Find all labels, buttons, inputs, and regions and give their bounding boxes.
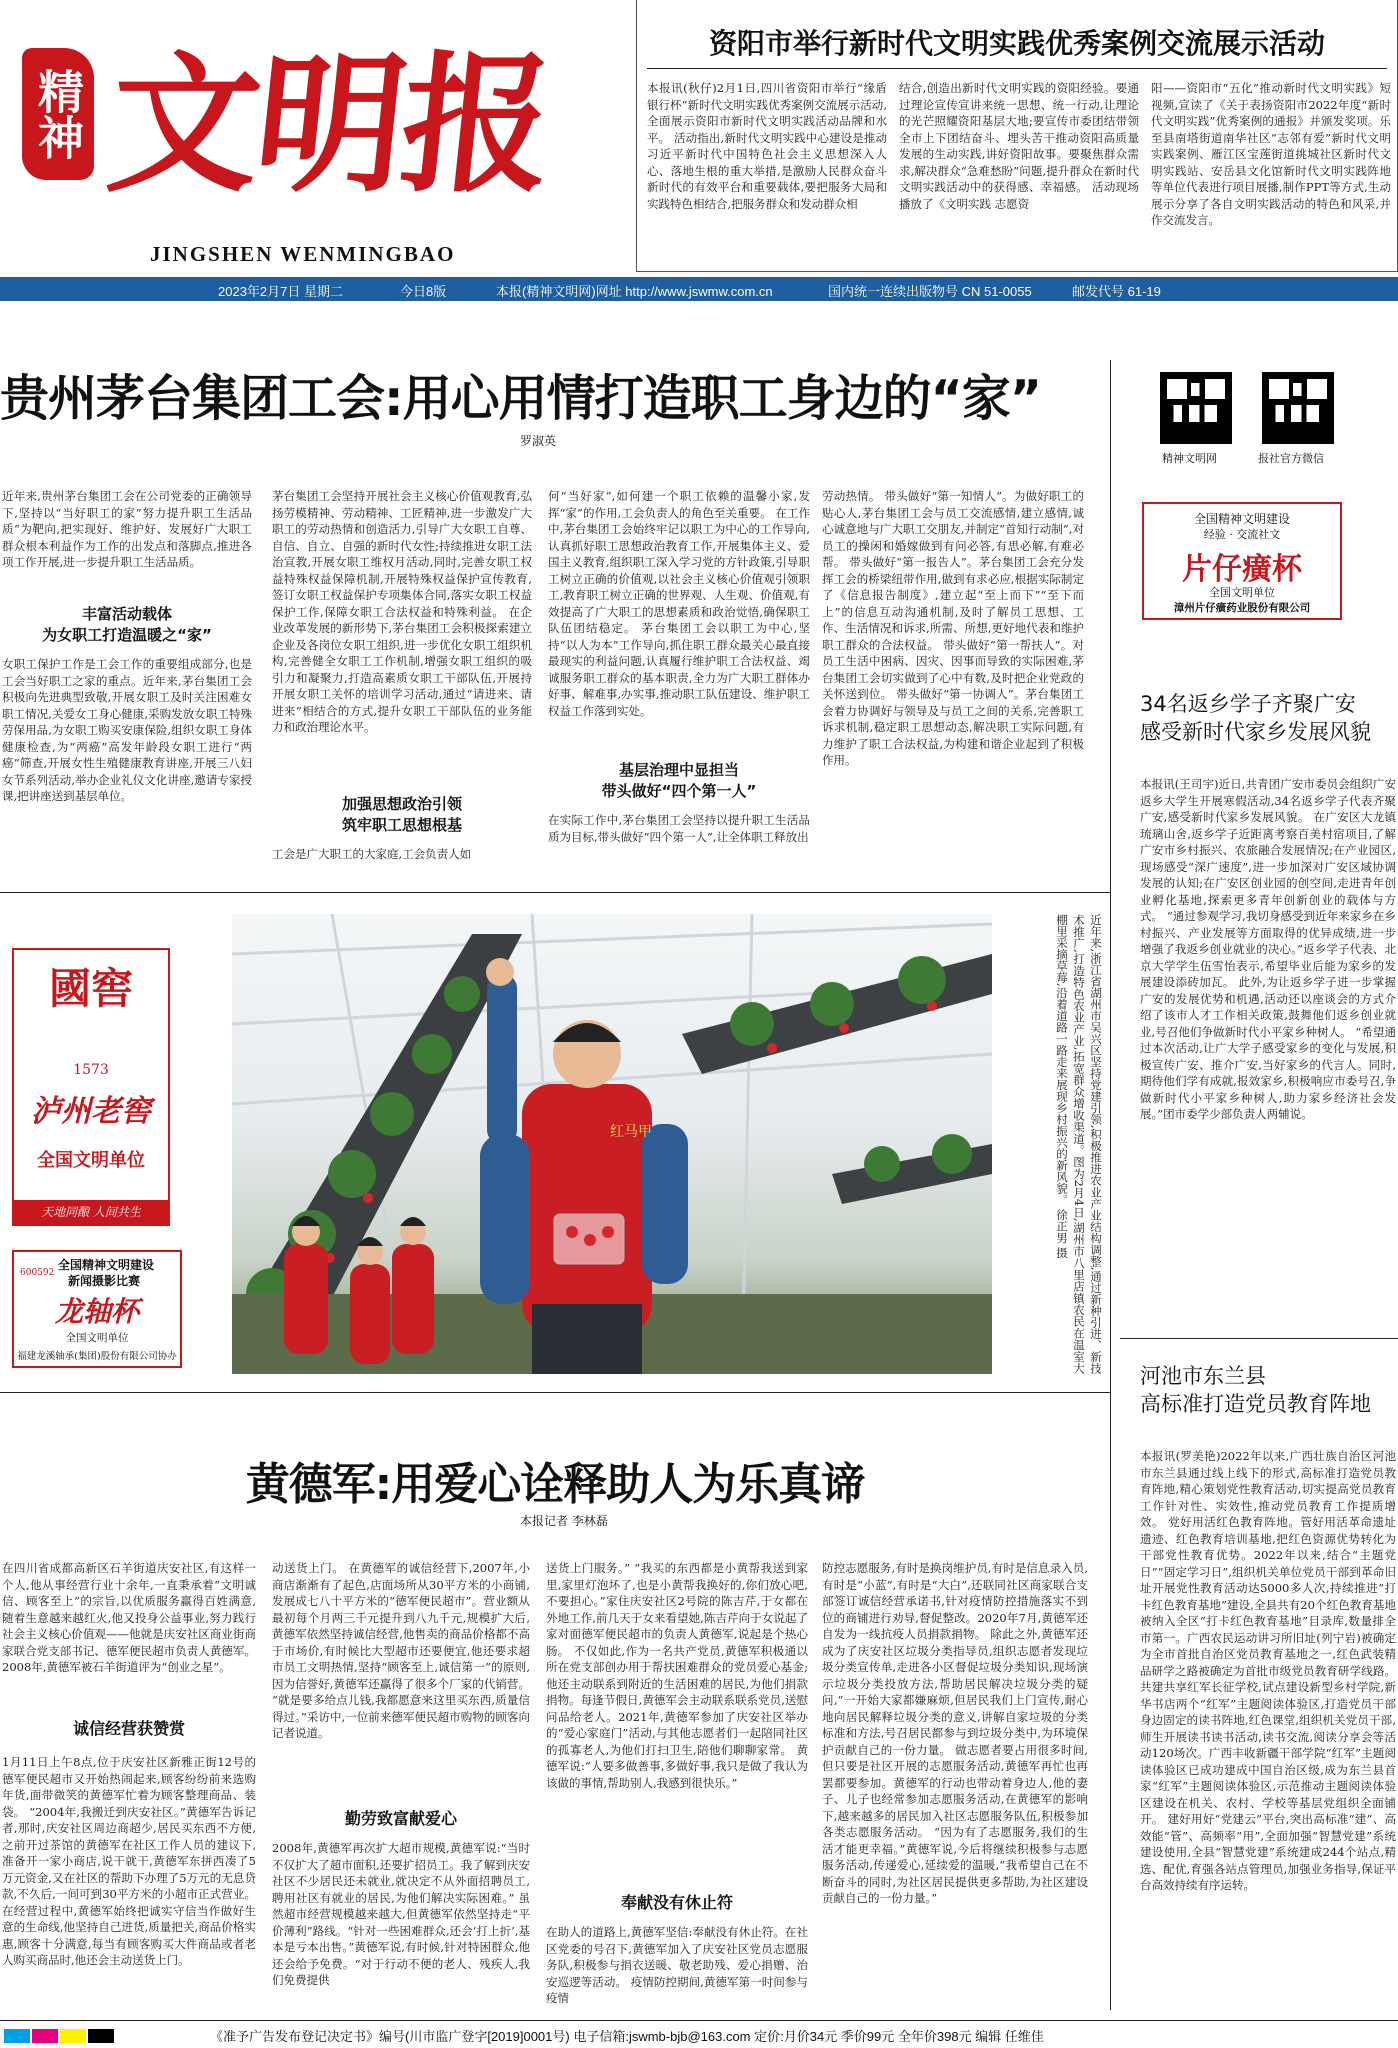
qr-code-website[interactable] [1160, 372, 1232, 444]
ad-guojiao-brand1: 國窖 [48, 964, 133, 1013]
right-story1-body: 本报讯(王司宇)近日,共青团广安市委员会组织广安返乡大学生开展寒假活动,34名返乡学子代表齐聚广安,感受新时代家乡发展风貌。 在广安区大龙镇琉璃山舍,返乡学子近距离考察百美村宿项目,了解广安市乡村振兴、农旅融合发展情况;在产业园区,现场感受“深广速度”,进一步加深对广安区域协调发展的认知;在广安区创业园的创空间,走进青年创业孵化基地,探索更多青年创新创业的载体与方式。 “通过参观学习,我切身感受到近年来家乡在乡村振兴、产业发展等方面取得的优异成绩,进一步增强了我返乡创业就业的决心。”返乡学子代表、北京大学学生伍雪怡表示,希望毕业后能为家乡的发展建设添砖加瓦。 此外,为让返乡学子进一步掌握广安的发展优势和机遇,活动还以座谈会的方式介绍了该市人才工作相关政策,鼓舞他们返乡创业就业,号召他们争做新时代小平家乡种树人。 “希望通过本次活动,让广大学子感受家乡的变化与发展,积极宣传广安、推介广安,当好家乡的代言人。同时,期待他们学有成就,报效家乡,积极响应市委号召,争做新时代小平家乡种树人,助力家乡经济社会发展。”团市委学少部负责人两辅说。 [1140, 777, 1396, 1121]
bottom-sub1: 诚信经营获赞赏 [72, 1719, 185, 1738]
ad-lz-code: 600592 [20, 1268, 55, 1278]
main-byline: 罗淑英 [520, 434, 557, 448]
ad-pzh-brand: 片仔癀杯 [1182, 552, 1302, 587]
main-col1b: 女职工保护工作是工会工作的重要组成部分,也是工会当好职工之家的重点。近年来,茅台集团工会积极向先进典型致敬,开展女职工及时关注困难女职工情况,关爱女工身心健康,采购发放女职工特殊劳保用品,为女职工购买安康保险,组织女职工身体健康检查,为“两癌”高发年龄段女职工进行“两癌”筛查,开展女性生殖健康教育讲座,开展三八妇女节系列活动,举办企业礼仪文化讲座,邀请专家授课,把讲座送到基层单位。 [2, 657, 252, 803]
ad-guojiao-brand2: 泸州老窖 [31, 1094, 151, 1129]
ad-pzh-company: 漳州片仔癀药业股份有限公司 [1173, 602, 1311, 614]
top-story-col3: 阳——资阳市“五化”推动新时代文明实践》短视频,宣读了《关于表扬资阳市2022年度“新时代文明实践”优秀案例的通报》并颁发奖项。乐至县南塔街道南华社区“志邻有爱”新时代文明实践案例、雁江区宝莲街道挑城社区新时代文明实践站、安岳县文化馆新时代文明实践阵地等单位代表进行项目展播,制作PPT等方式,生动展示分享了各自文明实践活动的特色和风采,并作交流发言。 [1151, 81, 1391, 227]
ad-pzh-unit: 全国文明单位 [1209, 586, 1275, 599]
news-photo [232, 914, 992, 1374]
bottom-byline: 本报记者 李林磊 [520, 1514, 608, 1528]
footer-bar [0, 2020, 1398, 2048]
band-website[interactable]: 本报(精神文明网)网址 http://www.jswmw.com.cn [496, 284, 773, 299]
main-headline: 贵州茅台集团工会:用心用情打造职工身边的“家” [0, 370, 1042, 427]
bottom-col3: 送货上门服务。” “我买的东西都是小黄帮我送到家里,家里灯泡坏了,也是小黄帮我换好的,你们放心吧,不要担心。”家住庆安社区2号院的陈吉芹,于女都在外地工作,前几天于女来看望她,陈吉芹向于女说起了家对面德军便民超市的负责人黄德军,说起是个热心肠。 不仅如此,作为一名共产党员,黄德军积极通以所在党支部创办用于帮扶困难群众的党员爱心基金;他还主动联系到附近的生活困难的居民,为他们捐款捐物。每逢节假日,黄德军会主动联系联系党员,送慰问品给老人。2021年,黄德军参加了庆安社区举办的“爱心家庭门”活动,与其他志愿者们一起陪同社区的孤寡老人,为他们打扫卫生,陪他们聊聊家常。 黄德军说:“人要多做善事,多做好事,我只是做了我认为该做的事情,帮助别人,我感到很快乐。” [546, 1561, 808, 1790]
bottom-sub3: 奉献没有休止符 [620, 1893, 733, 1912]
photo-caption: 近年来,浙江省湖州市吴兴区坚持党建引领,积极推进农业产业结构调整,通过新种引进、新技术推广,打造特色农业产业,拓宽群众增收渠道。图为2月4日,湖州市八里店镇农民在温室大棚里采摘草莓,沿着道路一路走来展现乡村振兴的新风貌。 徐正男 摄 [1055, 914, 1103, 1374]
main-col3: 何“当好家”,如何建一个职工依赖的温馨小家,发挥“家”的作用,工会负责人的角色至关重要。 在工作中,茅台集团工会始终牢记以职工为中心的工作导向,认真抓好职工思想政治教育工作,开展集体主义、爱国主义教育,组织职工深入学习党的方针政策,引导职工树立正确的价值观,以社会主义核心价值观引领职工,教育职工树立正确的世界观、人生观、价值观,有效提高了广大职工的思想素质和政治觉悟,确保职工队伍团结稳定。 茅台集团工会以职工为中心,坚持“以人为本”工作导向,抓住职工群众最关心最直接最现实的利益问题,认真履行维护职工合法权益、竭诚服务职工群众的基本职责,全力为广大职工群体办好事、解难事,办实事,推动职工队伍建设、维护职工权益工作落到实处。 [548, 489, 810, 718]
top-story-box [636, 0, 1398, 272]
ad-guojiao-year: 1573 [73, 1062, 109, 1078]
bottom-sub2: 勤劳致富献爱心 [344, 1809, 457, 1828]
bottom-col1b: 1月11日上午8点,位于庆安社区新雅正街12号的德军便民超市又开始热闹起来,顾客纷纷前来选购年货,面带微笑的黄德军忙着为顾客整理商品、装袋。 “2004年,我搬迁到庆安社区。”黄德军告诉记者,那时,庆安社区周边商超少,居民买东西不方便,之前开过茶馆的黄德军在社区工作人员的建议下,准备开一家小商店,说干就干,黄德军东拼西凑了5万元资金,又在社区的帮助下办理了5万元的无息贷款,不久后,一间可到30平方米的小超市正式营业。 在经营过程中,黄德军始终把诚实守信当作做好生意的生命线,他坚持自己进货,质量把关,商品价格实惠,顾客十分满意,每当有顾客购买大件商品或者老人购买商品时,他还会主动送货上门。 [2, 1755, 256, 1967]
qr-label-website: 精神文明网 [1162, 452, 1217, 465]
vest-label: 红马甲 [610, 1124, 652, 1140]
qr-code-wechat[interactable] [1262, 372, 1334, 444]
ad-longzhou [12, 1250, 182, 1368]
main-col2b: 工会是广大职工的大家庭,工会负责人如 [272, 847, 472, 861]
ad-lz-company: 福建龙溪轴承(集团)股份有限公司协办 [17, 1351, 177, 1362]
band-date: 2023年2月7日 星期二 [218, 284, 343, 299]
ad-lz-line1: 全国精神文明建设 [58, 1258, 155, 1272]
bottom-col2: 动送货上门。 在黄德军的诚信经营下,2007年,小商店渐渐有了起色,店面场所从30平方米的小商铺,发展成七八十平方米的“德军便民超市”。营业额从最初每个月两三千元提升到八九千元,规模扩大后,黄德军依然坚持诚信经营,他售卖的商品价格都不高于市场价,有时候比大型超市还要便宜,他还要求超市员工文明热情,坚持“顾客至上,诚信第一”的原则,因为信誉好,黄德军还赢得了很多个厂家的代销营。 “就是要多给点儿钱,我都愿意来这里买东西,质量信得过。”采访中,一位前来德军便民超市购物的顾客向记者说道。 [272, 1561, 530, 1740]
ad-pianzaihuang [1142, 502, 1342, 620]
main-col1: 近年来,贵州茅台集团工会在公司党委的正确领导下,坚持以“当好职工的家”努力提升职工生活品质“为靶向,把实现好、维护好、发展好广大职工群众根本利益作为工作的出发点和落脚点,推进各项工作开展,进一步提升职工生活品质。 [2, 489, 252, 569]
right-story2-body: 本报讯(罗美艳)2022年以来,广西壮族自治区河池市东兰县通过线上线下的形式,高标准打造党员教育阵地,精心策划党性教育活动,切实提高党员教育工作针对性、实效性,推动党员教育工作提质增效。 党好用活红色教育阵地。管好用活革命遗址遗迹、红色教育培训基地,把红色资源优势转化为干部党性教育优势。2022年以来,结合“主题党日”“固定学习日”,组织机关单位党员干部到革命旧址开展党性教育活动达5000多人次,持续推进“打卡红色教育基地”建设,全县共有20个红色教育基地被纳入全区“打卡红色教育基地”目录库,数量排全市第一。广西农民运动讲习所旧址(列宁岩)被确定为全市首批自治区党员教育基地之一,红色武装精品研学之路被确定为首批市级党员教育研学线路。 共建共享红军长征学校,试点建设新型乡村学院,新华书店两个“红军”主题阅读体验区,打造党员干部身边固定的读书阵地,红色课堂,组织机关党员干部,师生开展读书读书活动,读书交流,阅读分享会等活动120场次。广西丰收新疆干部学院“红军”主题阅读体验区已成功建成中国自治区级,成为东兰县首家“红军”主题阅读体验区,示范推动主题阅读体验区建设在机关、农村、学校等基层党组织全面铺开。 建好用好“党建云”平台,突出高标准“建”、高效能“管”、高频率“用”,全面加强“智慧党建”系统建设使用,全县“智慧党建”系统建成244个站点,精选、配优,育强各站点管理员,加强业务指导,保证平台高效持续有序运转。 [1140, 1449, 1396, 1892]
band-issn: 国内统一连续出版物号 CN 51-0055 [828, 284, 1032, 299]
ad-lz-brand: 龙轴杯 [54, 1295, 139, 1328]
right-story2-headline: 河池市东兰县 高标准打造党员教育阵地 [1140, 1364, 1371, 1416]
bottom-col4: 防控志愿服务,有时是换岗维护员,有时是信息录入员,有时是“小蓝”,有时是“大白”,还联同社区商家联合支部签订诚信经营承诺书,针对疫情防控措施落实不到位的商铺进行劝导,督促整改。2020年7月,黄德军还自发为一线抗疫人员捐款捐物。 除此之外,黄德军还成为了庆安社区垃圾分类指导员,组织志愿者发现垃圾分类宣传单,走进各小区督促垃圾分类知识,现场演示垃圾分类投放方法,帮助居民解决垃圾分类的疑问,“一开始大家都嫌麻烦,但居民我们上门宣传,耐心地向居民解释垃圾分类的意义,讲解自家垃圾的分类标准和方法,号召居民都参与到垃圾分类中,为环境保护贡献自己的一份力量。 做志愿者要占用很多时间,但只要是社区开展的志愿服务活动,黄德军再忙也再罢都要参加。黄德军的行动也带动着身边人,他的妻子、儿子也经常参加志愿服务活动,在黄德军的影响下,越来越多的居民加入社区志愿服务队伍,积极参加各类志愿服务活动。 “因为有了志愿服务,我们的生活才能更幸福。”黄德军说,今后将继续积极参与志愿服务活动,传递爱心,延续爱的温暖,“我希望自己在不断奋斗的同时,为社区居民提供更多帮助,为社区建设贡献自己的一份力量。” [822, 1561, 1088, 1905]
footer-text: 《准予广告发布登记决定书》编号(川市监广登字[2019]0001号) 电子信箱:jswmb-bjb@163.com 定价:月价34元 季价99元 全年价398元 编辑 任维佳 [210, 2029, 1044, 2044]
main-col2: 茅台集团工会坚持开展社会主义核心价值观教育,弘扬劳模精神、劳动精神、工匠精神,进一步激发广大职工的劳动热情和创造活力,引导广大女职工自尊、自信、自立、自强的新时代女性;持续推进女职工法治宣教,开展女职工维权月活动,同时,完善女职工权益特殊权益保障机制,开展特殊权益保护宣传教育,签订女职工权益保护专项集体合同,落实女职工权益保护工作,保障女职工合法权益和特殊利益。 在企业改革发展的新形势下,茅台集团工会积极探索建立企业及各岗位女职工组织,进一步优化女职工组织机构,完善健全女职工工作机制,增强女职工组织的吸引力和凝聚力,打造高素质女职工干部队伍,开展持开展女职工关怀的培训学习活动,通过“请进来、请进来”相结合的方式,提升女职工干部队伍的业务能力和政治理论水平。 [272, 489, 532, 734]
masthead-title: 文明报 [100, 37, 558, 213]
bottom-col2b: 2008年,黄德军再次扩大超市规模,黄德军说:“当时不仅扩大了超市面积,还要扩招员工。我了解到庆安社区不少居民还未就业,就决定不从外面招聘员工,聘用社区有就业的居民,为他们解决实际困难。” 虽然超市经营规模越来越大,但黄德军依然坚持走“平价薄利”路线。“针对一些困难群众,还会‘打上折’,基本是亏本出售。”黄德军说,有时候,针对特困群众,他还会给予免费。“对于行动不便的老人、残疾人,我们免费提供 [272, 1841, 530, 1987]
main-sub1: 丰富活动载体 为女职工打造温暖之“家” [42, 605, 212, 644]
ad-guojiao-unit: 全国文明单位 [37, 1150, 145, 1171]
ad-guojiao-slogan: 天地同酿 人间共生 [14, 1200, 168, 1224]
ad-lz-line2: 新闻摄影比赛 [68, 1274, 141, 1288]
main-sub2: 加强思想政治引领 筑牢职工思想根基 [341, 795, 462, 834]
ad-guojiao [12, 948, 170, 1226]
main-col4: 劳动热情。 带头做好“第一知情人”。为做好职工的贴心人,茅台集团工会与员工交流感情,建立感情,诚心诚意地与广大职工交朋友,并制定“首知行动制”,对员工的操闲和婚嫁做到有问必答,有思必解,有难必帮。 带头做好“第一报告人”。茅台集团工会充分发挥工会的桥梁纽带作用,做到有求必应,根据实际制定了《信息报告制度》,建立起“至上而下”“至下而上”的信息互动沟通机制,及时了解员工思想、工作、生活情况和诉求,所需、所想,更好地代表和维护职工群众的合法权益。 带头做好“第一帮扶人”。对员工生活中困病、因灾、因事而导致的实际困难,茅台集团工会切实做到了心中有数,及时把企业党政的关怀送到位。 带头做好“第一协调人”。茅台集团工会着力协调好与领导及与员工之间的关系,完善职工诉求机制,稳定职工思想动态,解决职工实际问题,有力维护了职工合法权益,为构建和谐企业起到了积极作用。 [822, 489, 1084, 767]
bottom-col3b: 在助人的道路上,黄德军坚信:奉献没有休止符。在社区党委的号召下,黄德军加入了庆安社区党员志愿服务队,积极参与捐衣送暖、敬老助残、爱心捐赠、治安巡逻等活动。 疫情防控期间,黄德军第一时间参与疫情 [546, 1925, 808, 2004]
greenhouse-photo-svg [232, 914, 992, 1374]
band-postal: 邮发代号 61-19 [1072, 284, 1161, 299]
main-col3b: 在实际工作中,茅台集团工会坚持以提升职工生活品质为目标,带头做好“四个第一人”,让全体职工释放出 [548, 813, 810, 844]
bottom-headline: 黄德军:用爱心诠释助人为乐真谛 [245, 1459, 865, 1510]
info-band [0, 277, 1398, 301]
ad-lz-unit: 全国文明单位 [65, 1332, 129, 1344]
qr-label-wechat: 报社官方微信 [1258, 452, 1324, 465]
ad-pzh-line2: 经验 · 交流社文 [1203, 528, 1281, 541]
bottom-col1: 在四川省成都高新区石羊街道庆安社区,有这样一个人,他从事经营行业十余年,一直秉承着“文明诚信、顾客至上”的宗旨,以优质服务赢得百姓满意,随着生意越来越红火,他又投身公益事业,努力践行社会主义核心价值观——他就是庆安社区商业街商家联合党支部书记、德军便民超市负责人黄德军。2008年,黄德军被石羊街道评为“创业之星”。 [2, 1561, 256, 1674]
top-story-headline: 资阳市举行新时代文明实践优秀案例交流展示活动 [708, 27, 1325, 60]
band-pages: 今日8版 [400, 284, 447, 299]
ad-pzh-line1: 全国精神文明建设 [1193, 512, 1290, 526]
main-sub3: 基层治理中显担当 带头做好“四个第一人” [601, 761, 757, 800]
top-story-col1: 本报讯(秋仔)2月1日,四川省资阳市举行“缘盾银行杯”新时代文明实践优秀案例交流展示活动,全面展示资阳市新时代文明实践活动品牌和水平。 活动指出,新时代文明实践中心建设是推动习近平新时代中国特色社会主义思想深入人心、落地生根的重大举措,是激励人民群众奋斗新时代的有效平台和重要载体,要把服务大局和实践特色相结合,把服务群众和发动群众相 [647, 81, 887, 211]
right-story1-headline: 34名返乡学子齐聚广安 感受新时代家乡发展风貌 [1140, 692, 1371, 744]
masthead-seal: 精神 [22, 48, 94, 180]
masthead-pinyin: JINGSHEN WENMINGBAO [150, 242, 456, 266]
masthead [0, 0, 630, 272]
color-registration-bar [4, 2028, 116, 2047]
top-story-col2: 结合,创造出新时代文明实践的资阳经验。要通过理论宣传宣讲来统一思想、统一行动,让理论的光芒照耀资阳基层大地;要宣传市委团结带领全市上下团结奋斗、埋头苦干推动资阳高质量发展的生动实践,讲好资阳故事。要聚焦群众需求,解决群众“急难愁盼”问题,提升群众在新时代文明实践活动中的获得感、幸福感。 活动现场播放了《文明实践 志愿资 [899, 81, 1139, 211]
